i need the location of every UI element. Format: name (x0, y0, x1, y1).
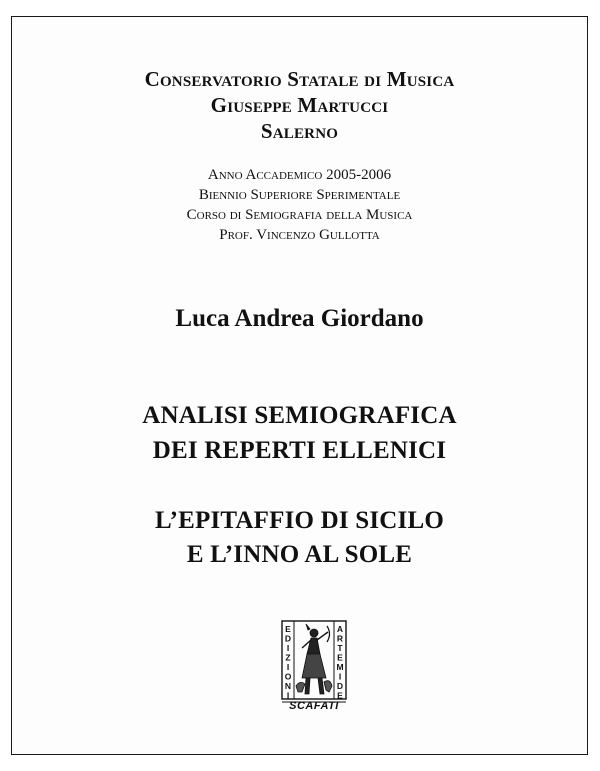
logo-left-letter: I (286, 642, 290, 653)
logo-left-letter: I (286, 690, 290, 701)
logo-left-letter: O (284, 671, 292, 682)
course-name: Corso di Semiografia della Musica (186, 207, 413, 223)
cover-page (11, 16, 588, 755)
logo-left-letter: E (285, 623, 291, 634)
logo-right-letter: R (336, 633, 344, 644)
logo-right-letter: E (337, 690, 343, 701)
logo-right-letter: D (336, 680, 344, 691)
logo-right-letter: A (336, 623, 344, 634)
artemis-figure-icon (272, 620, 356, 712)
logo-left-letter: Z (285, 652, 291, 663)
academic-year: Anno Accademico 2005-2006 (207, 167, 392, 183)
author-name: Luca Andrea Giordano (175, 305, 424, 332)
logo-right-letter: T (337, 642, 343, 653)
subtitle-line-1: L’EPITAFFIO DI SICILO (155, 507, 444, 534)
logo-right-letter: E (337, 652, 343, 663)
logo-right-letter: I (338, 671, 342, 682)
logo-left-letter: D (284, 633, 292, 644)
subtitle-line-2: E L’INNO AL SOLE (186, 541, 413, 568)
title-line-1: ANALISI SEMIOGRAFICA (142, 402, 457, 429)
publisher-city: SCAFATI (289, 700, 339, 712)
institution-person: Giuseppe Martucci (210, 93, 389, 117)
institution-name: Conservatorio Statale di Musica (144, 67, 455, 91)
program-name: Biennio Superiore Sperimentale (198, 187, 401, 203)
logo-left-letter: N (284, 680, 292, 691)
title-line-2: DEI REPERTI ELLENICI (152, 437, 447, 464)
publisher-logo (272, 620, 356, 712)
logo-left-letter: I (286, 661, 290, 672)
logo-right-letter: M (336, 661, 344, 672)
institution-city: Salerno (260, 119, 339, 143)
professor-name: Prof. Vincenzo Gullotta (219, 227, 380, 243)
